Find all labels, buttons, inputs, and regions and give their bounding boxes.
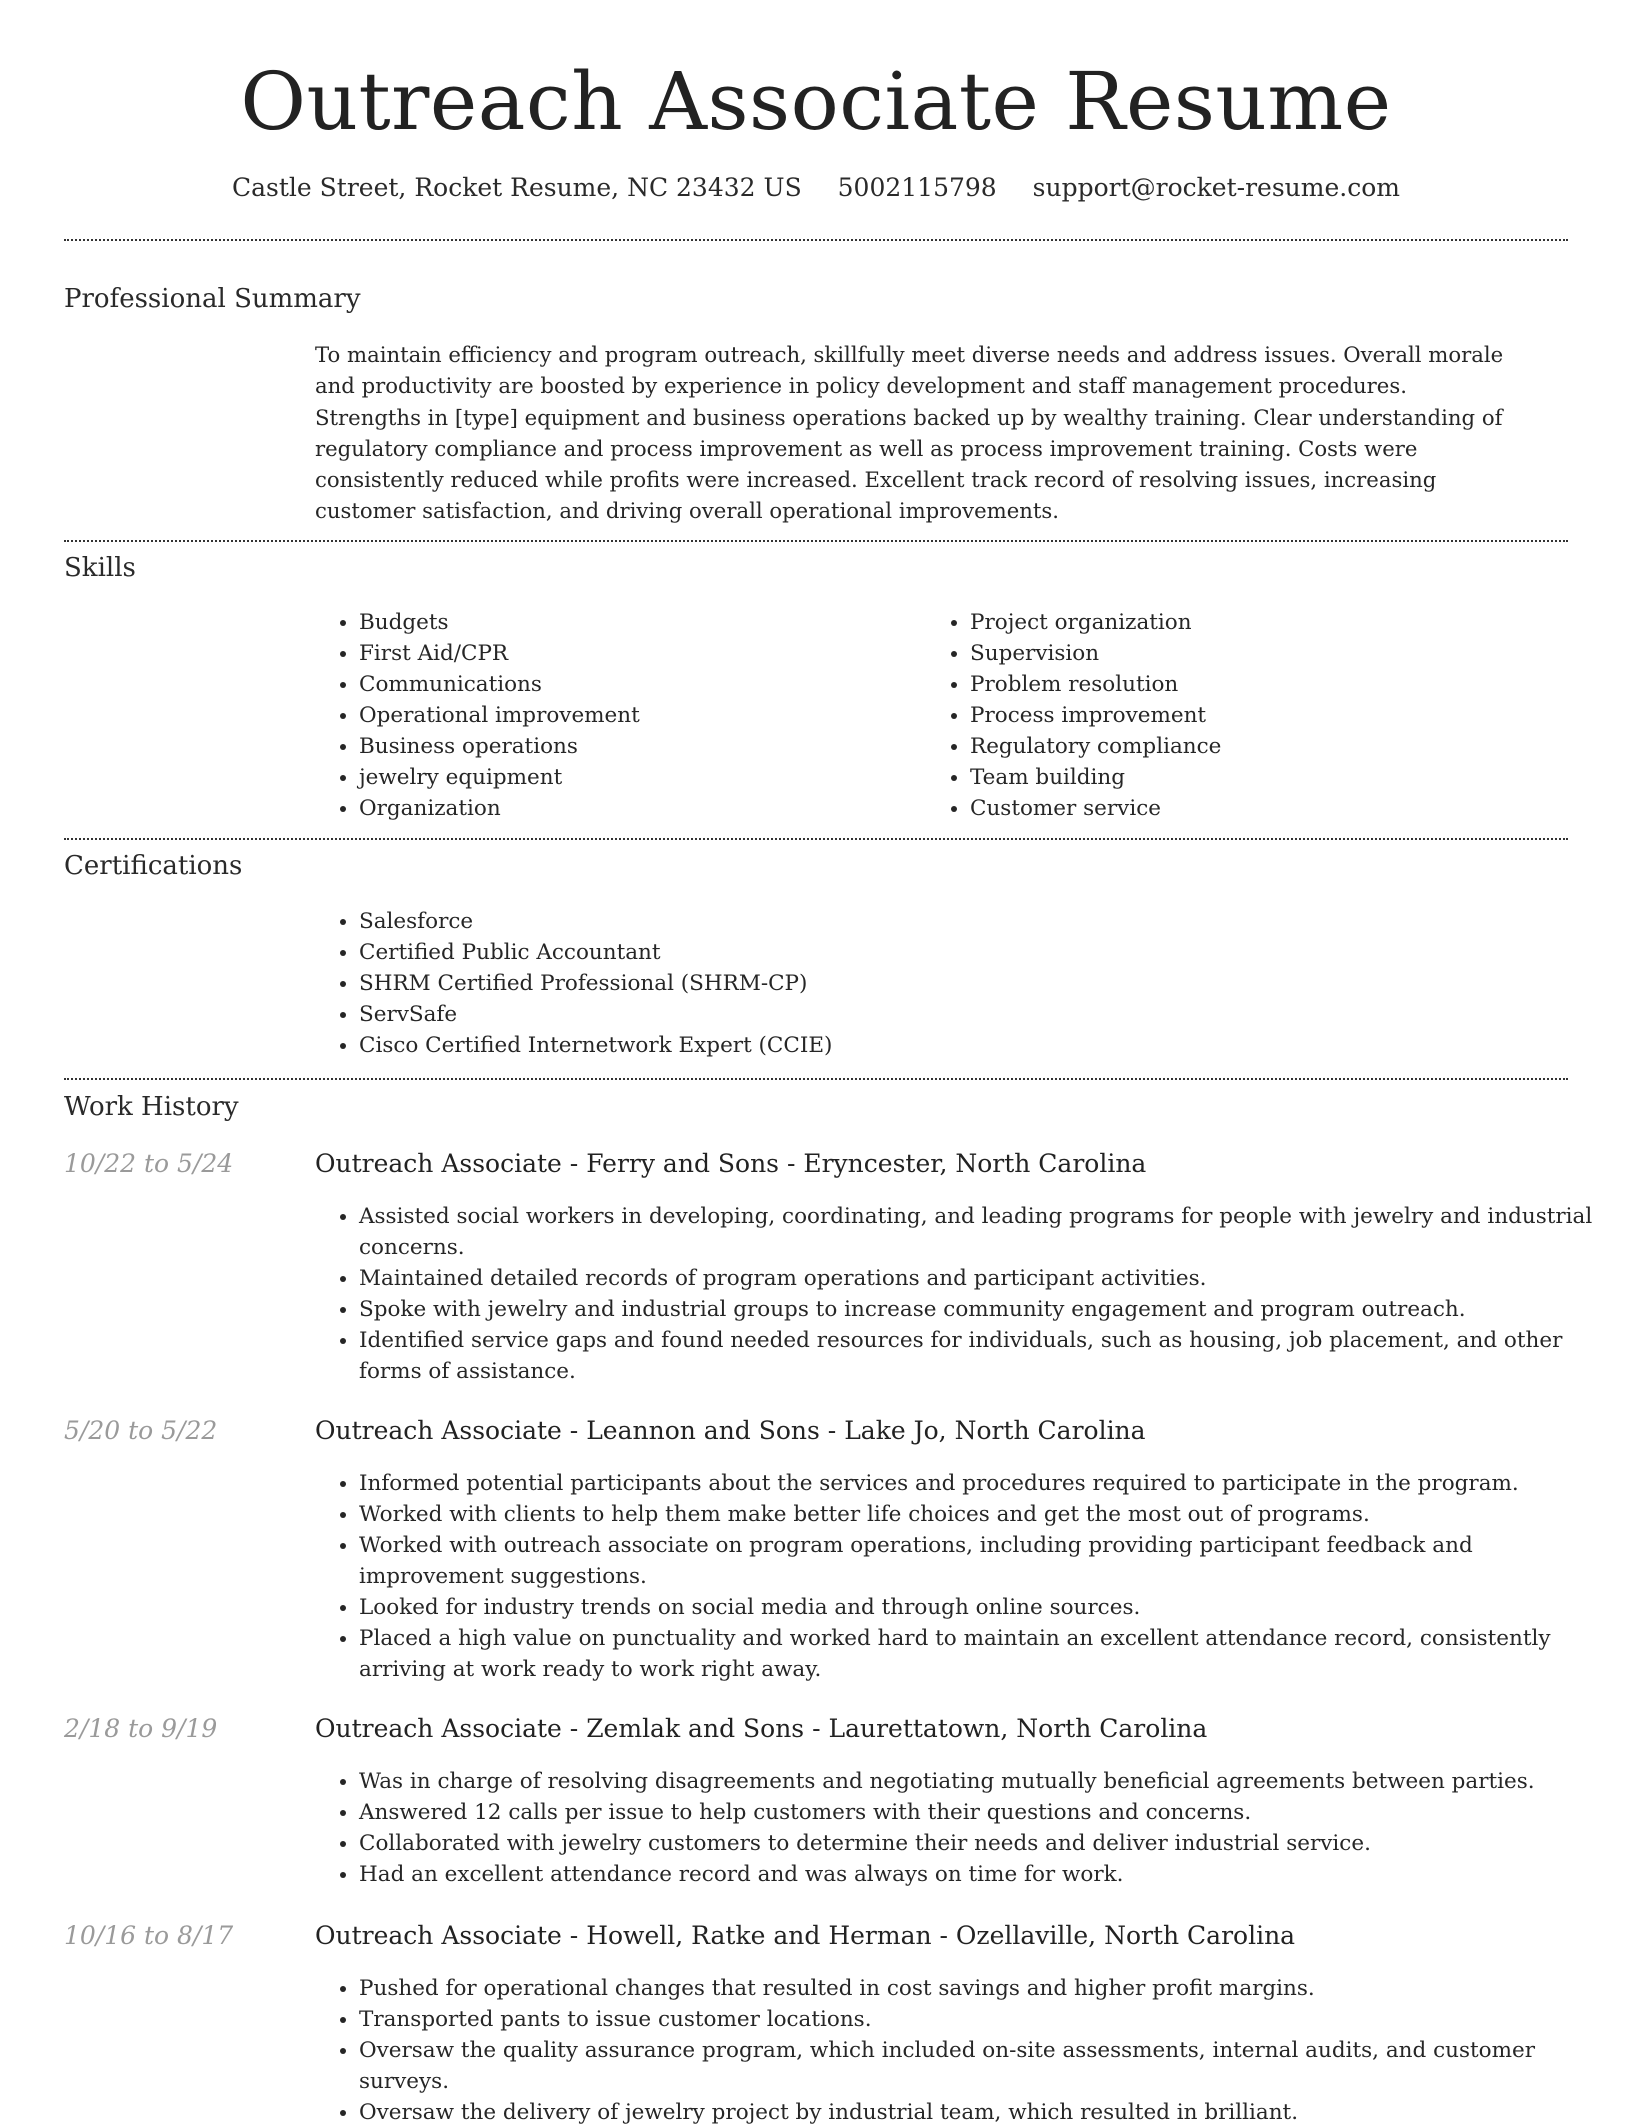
skill-item: • Regulatory compliance: [970, 731, 1530, 762]
summary-heading: Professional Summary: [64, 284, 361, 314]
contact-line: [0, 168, 1632, 208]
job-date: 5/20 to 5/22: [64, 1416, 218, 1445]
skill-item: • Communications: [359, 669, 919, 700]
certifications-list: [315, 906, 1259, 1061]
certification-item: • Salesforce: [359, 906, 1259, 937]
job-bullet: • Maintained detailed records of program operations and participant activities.: [359, 1263, 1617, 1294]
skill-item: • Business operations: [359, 731, 919, 762]
section-divider: [64, 1078, 1568, 1080]
contact-email: support@rocket-resume.com: [1032, 173, 1400, 202]
job-title: Outreach Associate - Ferry and Sons - Eryncester, North Carolina: [315, 1149, 1147, 1178]
certification-item: • ServSafe: [359, 999, 1259, 1030]
job-bullet: • Informed potential participants about the services and procedures required to participate in the program.: [359, 1468, 1617, 1499]
job-bullet: • Oversaw the quality assurance program, which included on-site assessments, internal audits, and customer surveys.: [359, 2035, 1617, 2097]
skill-item: • jewelry equipment: [359, 762, 919, 793]
section-divider: [64, 838, 1568, 840]
job-bullet: • Was in charge of resolving disagreements and negotiating mutually beneficial agreements between parties.: [359, 1766, 1617, 1797]
skill-item: • Supervision: [970, 638, 1530, 669]
skills-list-right: [926, 607, 1530, 824]
skill-item: • Team building: [970, 762, 1530, 793]
job-bullet: • Pushed for operational changes that resulted in cost savings and higher profit margins.: [359, 1973, 1617, 2004]
job-date: 10/22 to 5/24: [64, 1149, 234, 1178]
certification-item: • SHRM Certified Professional (SHRM-CP): [359, 968, 1259, 999]
contact-phone: 5002115798: [837, 173, 997, 202]
section-divider: [64, 239, 1568, 241]
skills-heading: Skills: [64, 553, 136, 583]
job-title: Outreach Associate - Leannon and Sons - Lake Jo, North Carolina: [315, 1416, 1146, 1445]
skill-item: • First Aid/CPR: [359, 638, 919, 669]
job-bullet: • Collaborated with jewelry customers to determine their needs and deliver industrial service.: [359, 1828, 1617, 1859]
skill-item: • Customer service: [970, 793, 1530, 824]
summary-text: To maintain efficiency and program outreach, skillfully meet diverse needs and address issues. Overall morale and productivity are boosted by experience in policy development and staff management procedures. Strengths in [type] equipment and business operations backed up by wealthy training. Clear understanding of regulatory compliance and process improvement as well as process improvement training. Costs were consistently reduced while profits were increased. Excellent track record of resolving issues, increasing customer satisfaction, and driving overall operational improvements.: [315, 342, 1504, 524]
job-date: 2/18 to 9/19: [64, 1714, 218, 1743]
job-bullet: • Oversaw the delivery of jewelry project by industrial team, which resulted in brilliant.: [359, 2097, 1617, 2128]
job-bullets: [315, 1973, 1617, 2128]
skill-item: • Budgets: [359, 607, 919, 638]
job-bullet: • Assisted social workers in developing, coordinating, and leading programs for people with jewelry and industrial concerns.: [359, 1201, 1617, 1263]
job-bullet: • Spoke with jewelry and industrial groups to increase community engagement and program outreach.: [359, 1294, 1617, 1325]
job-bullet: • Placed a high value on punctuality and worked hard to maintain an excellent attendance record, consistently arriving at work ready to work right away.: [359, 1623, 1617, 1685]
job-bullet: • Answered 12 calls per issue to help customers with their questions and concerns.: [359, 1797, 1617, 1828]
skill-item: • Project organization: [970, 607, 1530, 638]
skill-item: • Problem resolution: [970, 669, 1530, 700]
job-title: Outreach Associate - Zemlak and Sons - Laurettatown, North Carolina: [315, 1714, 1208, 1743]
certification-item: • Cisco Certified Internetwork Expert (CCIE): [359, 1030, 1259, 1061]
skill-item: • Operational improvement: [359, 700, 919, 731]
section-divider: [64, 540, 1568, 542]
job-bullet: • Worked with clients to help them make better life choices and get the most out of programs.: [359, 1499, 1617, 1530]
work-history-heading: Work History: [64, 1092, 239, 1122]
job-bullet: • Had an excellent attendance record and was always on time for work.: [359, 1859, 1617, 1890]
skill-item: • Process improvement: [970, 700, 1530, 731]
resume-title: Outreach Associate Resume: [240, 55, 1392, 148]
certifications-heading: Certifications: [64, 851, 243, 881]
job-title: Outreach Associate - Howell, Ratke and Herman - Ozellaville, North Carolina: [315, 1921, 1296, 1950]
job-bullet: • Identified service gaps and found needed resources for individuals, such as housing, job placement, and other forms of assistance.: [359, 1325, 1617, 1387]
job-bullet: • Worked with outreach associate on program operations, including providing participant feedback and improvement suggestions.: [359, 1530, 1617, 1592]
skill-item: • Organization: [359, 793, 919, 824]
job-bullet: • Transported pants to issue customer locations.: [359, 2004, 1617, 2035]
job-date: 10/16 to 8/17: [64, 1921, 234, 1950]
contact-address: Castle Street, Rocket Resume, NC 23432 US: [232, 173, 802, 202]
job-bullets: [315, 1468, 1617, 1685]
certification-item: • Certified Public Accountant: [359, 937, 1259, 968]
job-bullets: [315, 1766, 1617, 1890]
job-bullets: [315, 1201, 1617, 1387]
job-bullet: • Looked for industry trends on social media and through online sources.: [359, 1592, 1617, 1623]
skills-list-left: [315, 607, 919, 824]
